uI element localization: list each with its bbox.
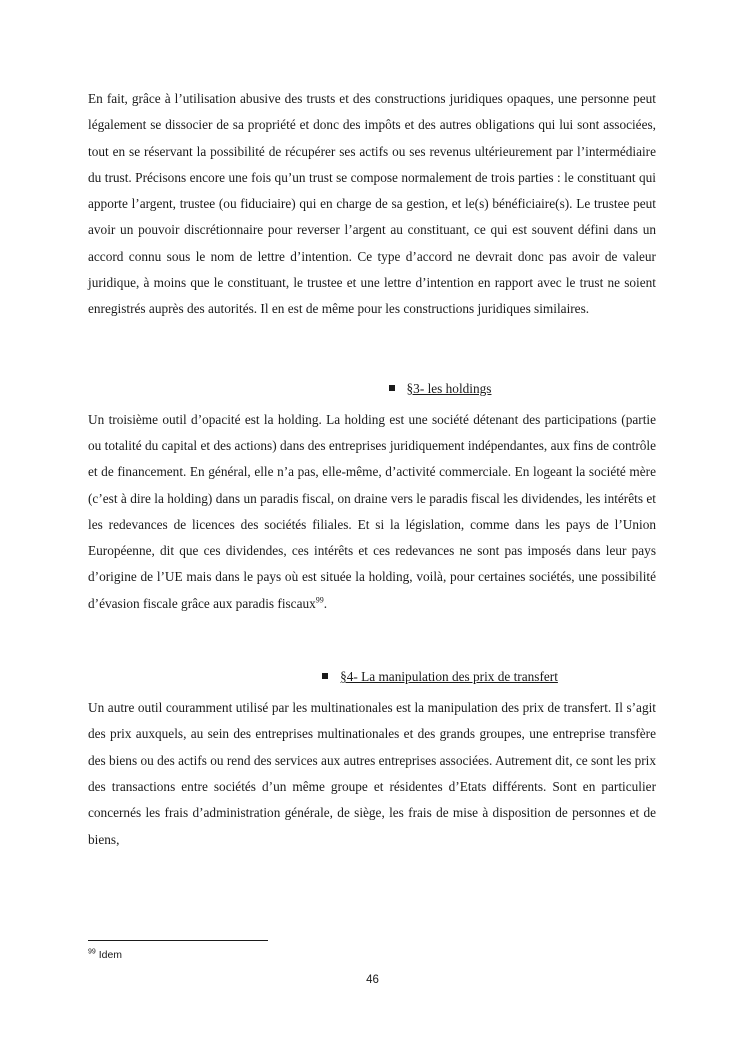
- paragraph-trusts: En fait, grâce à l’utilisation abusive des trusts et des constructions juridiques opaques, une personne peut légalement se dissocier de sa propriété et donc des impôts et des autres obligations qui lui sont associées, tout en se réservant la possibilité de récupérer ses actifs ou ses revenus ultérieurement par l’intermédiaire du trust. Précisons encore une fois qu’un trust se compose normalement de trois parties : le constituant qui apporte l’argent, trustee (ou fiduciaire) qui en charge de sa gestion, et le(s) bénéficiaire(s). Le trustee peut avoir un pouvoir discrétionnaire pour reverser l’argent au constituant, ce qui est souvent défini dans un accord connu sous le nom de lettre d’intention. Ce type d’accord ne devrait donc pas avoir de valeur juridique, à moins que le constituant, le trustee et une lettre d’intention en rapport avec le trust ne soient enregistrés auprès des autorités. Il en est de même pour les constructions juridiques similaires.: [88, 91, 656, 317]
- square-bullet-icon: [322, 673, 328, 679]
- section-heading-holdings: [156, 376, 724, 402]
- spacer: [88, 323, 656, 376]
- footnote-separator: [88, 940, 268, 941]
- footnote-number: 99: [88, 948, 96, 956]
- page-number: 46: [366, 974, 379, 986]
- footnote-text: Idem: [95, 949, 123, 961]
- paragraph-transfer-pricing: Un autre outil couramment utilisé par les multinationales est la manipulation des prix de transfert. Il s’agit des prix auxquels, au sein des entreprises multinationales et des grands groupes, une entreprise transfère des biens ou des actifs ou rend des services aux autres entreprises associées. Autrement dit, ce sont les prix des transactions entre sociétés d’un même groupe et résidentes d’Etats différents. Sont en particulier concernés les frais d’administration générale, de siège, les frais de mise à disposition de personnes et de biens,: [88, 700, 656, 847]
- spacer: [88, 617, 656, 664]
- paragraph-holdings-text: Un troisième outil d’opacité est la holding. La holding est une société détenant des participations (partie ou totalité du capital et des actions) dans des entreprises juridiquement indépendantes, aux fins de contrôle et de financement. En général, elle n’a pas, elle-même, d’activité commerciale. En logeant la société mère (c’est à dire la holding) dans un paradis fiscal, on draine vers le paradis fiscal les dividendes, les intérêts et les redevances de licences des sociétés filiales. Et si la législation, comme dans les pays de l’Union Européenne, dit que ces dividendes, ces intérêts et ces redevances ne sont pas imposés dans leur pays d’origine de l’UE mais dans le pays où est située la holding, voilà, pour certaines sociétés, une possibilité d’évasion fiscale grâce aux paradis fiscaux: [88, 411, 656, 611]
- paragraph-holdings-end: .: [323, 595, 328, 611]
- square-bullet-icon: [389, 385, 395, 391]
- footnote-reference[interactable]: 99: [315, 595, 324, 605]
- footnote: [88, 948, 122, 962]
- page-body: [88, 86, 656, 853]
- section-heading-transfer-pricing: [156, 664, 724, 690]
- section-heading-text: §3- les holdings: [406, 380, 492, 396]
- paragraph-holdings: [88, 407, 656, 617]
- section-heading-text: §4- La manipulation des prix de transfert: [340, 669, 558, 685]
